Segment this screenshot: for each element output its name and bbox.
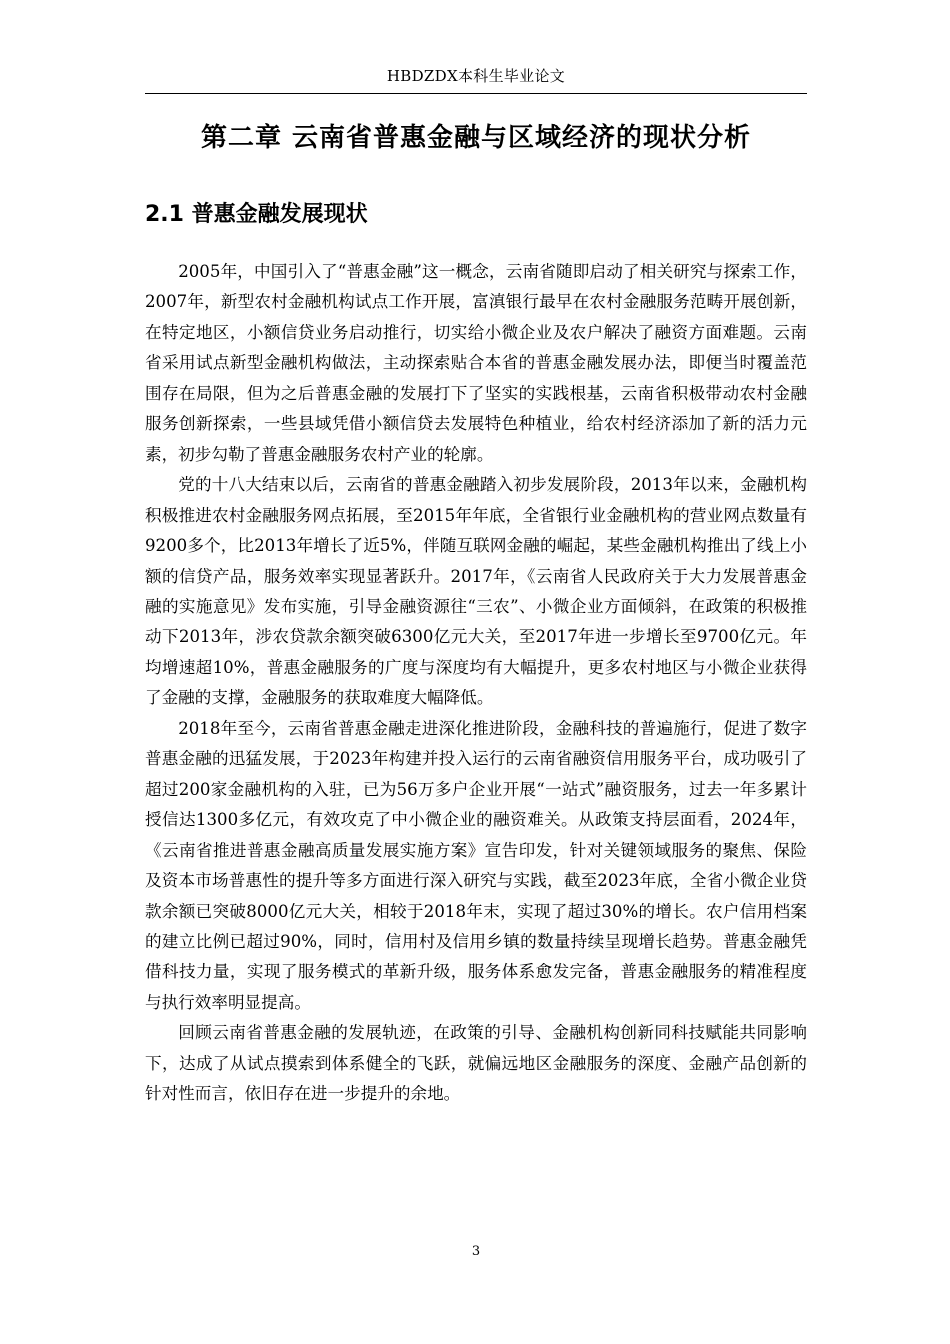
- section-title: 2.1 普惠金融发展现状: [145, 202, 368, 227]
- page-number: 3: [471, 1244, 481, 1259]
- body-paragraph: 2005年，中国引入了“普惠金融”这一概念，云南省随即启动了相关研究与探索工作，2007年，新型农村金融机构试点工作开展，富滇银行最早在农村金融服务范畴开展创新，在特定地区，小额信贷业务启动推行，切实给小微企业及农户解决了融资方面难题。云南省采用试点新型金融机构做法，主动探索贴合本省的普惠金融发展办法，即便当时覆盖范围存在局限，但为之后普惠金融的发展打下了坚实的实践根基，云南省积极带动农村金融服务创新探索，一些县域凭借小额信贷去发展特色种植业，给农村经济添加了新的活力元素，初步勾勒了普惠金融服务农村产业的轮廓。: [145, 262, 807, 464]
- running-header: HBDZDX本科生毕业论文: [386, 67, 566, 85]
- body-paragraph: 2018年至今，云南省普惠金融走进深化推进阶段，金融科技的普遍施行，促进了数字普惠金融的迅猛发展，于2023年构建并投入运行的云南省融资信用服务平台，成功吸引了超过200家金融机构的入驻，已为56万多户企业开展“一站式”融资服务，过去一年多累计授信达1300多亿元，有效攻克了中小微企业的融资难关。从政策支持层面看，2024年，《云南省推进普惠金融高质量发展实施方案》宣告印发，针对关键领域服务的聚焦、保险及资本市场普惠性的提升等多方面进行深入研究与实践，截至2023年底，全省小微企业贷款余额已突破8000亿元大关，相较于2018年末，实现了超过30%的增长。农户信用档案的建立比例已超过90%，同时，信用村及信用乡镇的数量持续呈现增长趋势。普惠金融凭借科技力量，实现了服务模式的革新升级，服务体系愈发完备，普惠金融服务的精准程度与执行效率明显提高。: [145, 718, 807, 1012]
- header-rule: [145, 93, 807, 94]
- body-paragraph: 回顾云南省普惠金融的发展轨迹，在政策的引导、金融机构创新同科技赋能共同影响下，达成了从试点摸索到体系健全的飞跃，就偏远地区金融服务的深度、金融产品创新的针对性而言，依旧存在进一步提升的余地。: [145, 1023, 807, 1104]
- body-paragraph: 党的十八大结束以后，云南省的普惠金融踏入初步发展阶段，2013年以来，金融机构积极推进农村金融服务网点拓展，至2015年年底，全省银行业金融机构的营业网点数量有9200多个，比2013年增长了近5%，伴随互联网金融的崛起，某些金融机构推出了线上小额的信贷产品，服务效率实现显著跃升。2017年，《云南省人民政府关于大力发展普惠金融的实施意见》发布实施，引导金融资源往“三农”、小微企业方面倾斜，在政策的积极推动下2013年，涉农贷款余额突破6300亿元大关，至2017年进一步增长至9700亿元。年均增速超10%，普惠金融服务的广度与深度均有大幅提升，更多农村地区与小微企业获得了金融的支撑，金融服务的获取难度大幅降低。: [145, 475, 807, 708]
- section-body: [145, 257, 807, 1110]
- chapter-title: 第二章 云南省普惠金融与区域经济的现状分析: [200, 123, 752, 153]
